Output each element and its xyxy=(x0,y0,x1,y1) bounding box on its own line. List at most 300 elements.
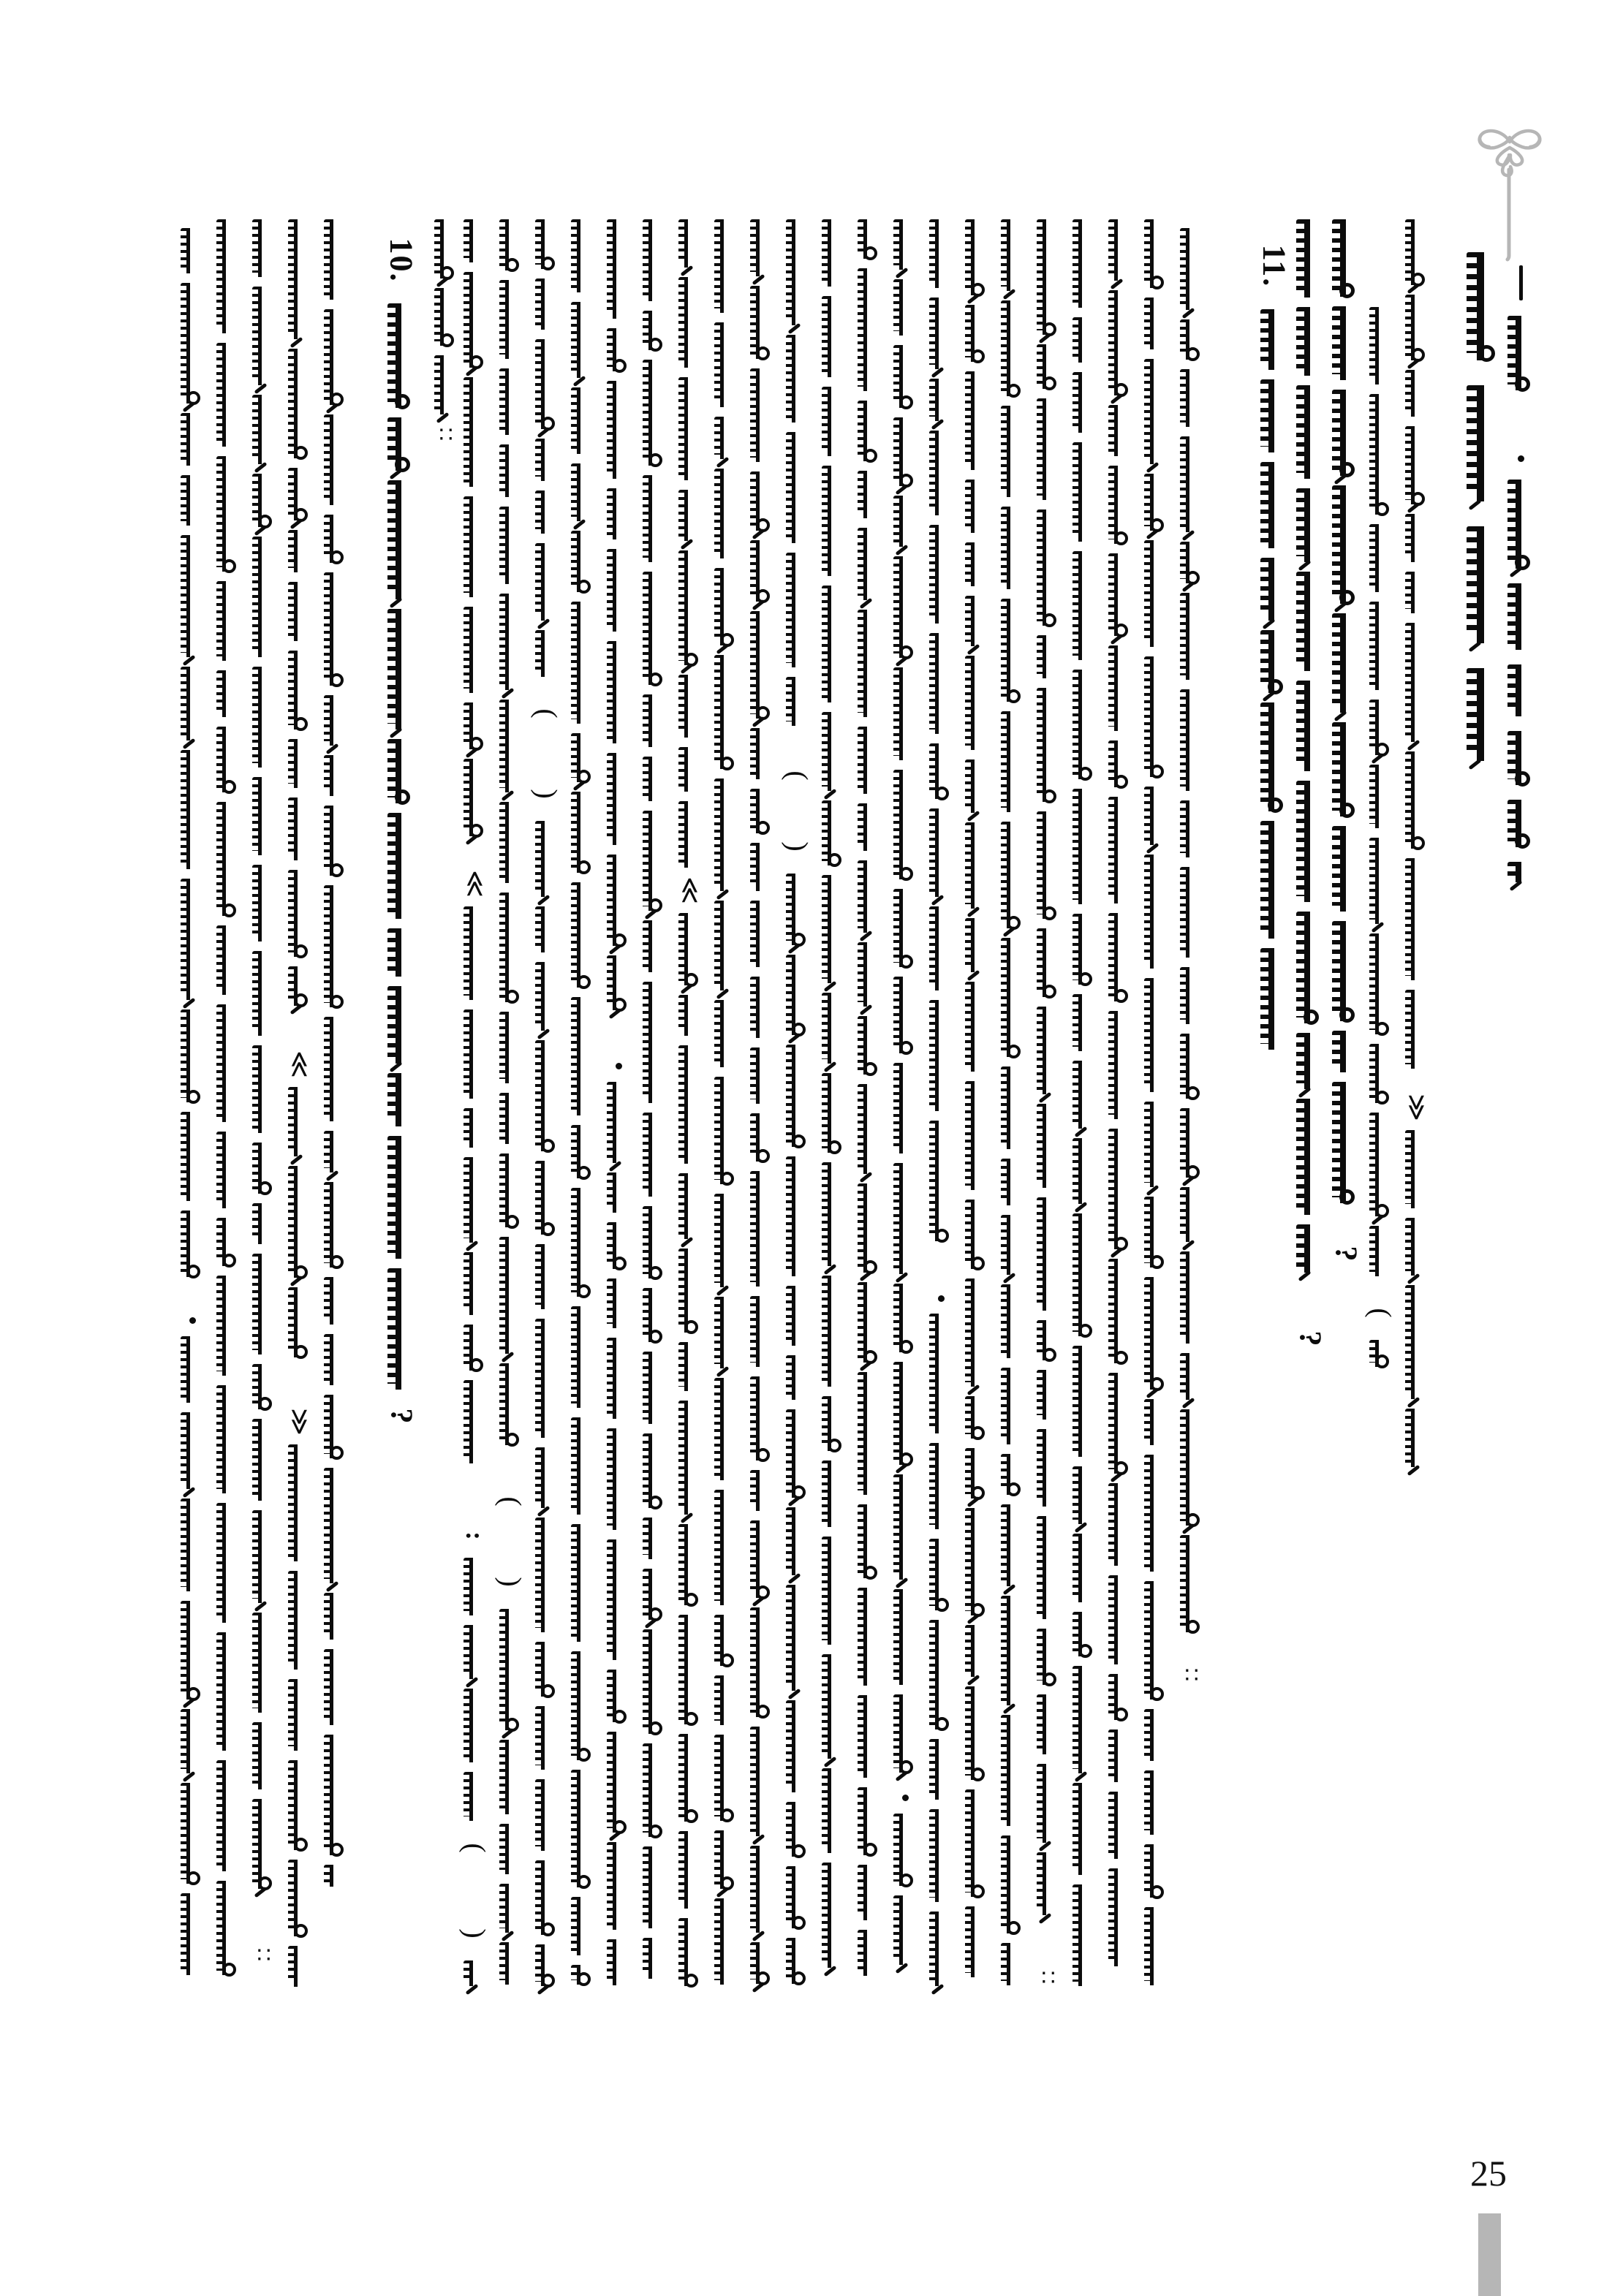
script-word xyxy=(181,1893,204,1975)
script-word xyxy=(1001,507,1024,589)
script-word xyxy=(858,1787,881,1855)
script-word xyxy=(499,1012,523,1083)
script-word xyxy=(1144,855,1168,969)
script-word xyxy=(858,1084,881,1174)
script-word xyxy=(464,1772,487,1821)
script-word xyxy=(387,480,414,599)
script-word xyxy=(893,1063,917,1153)
script-word xyxy=(1405,1409,1429,1467)
middle-dot xyxy=(189,1317,196,1324)
script-word xyxy=(1332,921,1358,1021)
script-word xyxy=(216,343,240,447)
script-word xyxy=(893,417,917,486)
script-word xyxy=(643,1113,666,1197)
script-word xyxy=(893,1474,917,1580)
spacer xyxy=(1048,1925,1049,1958)
script-word xyxy=(929,1000,953,1111)
script-word xyxy=(714,901,738,990)
script-word xyxy=(858,727,881,794)
script-word xyxy=(571,387,594,454)
script-word xyxy=(1260,702,1287,811)
script-word xyxy=(571,1188,594,1297)
script-word xyxy=(499,1942,523,1985)
script-word xyxy=(571,302,594,378)
script-word xyxy=(324,1395,347,1458)
script-word xyxy=(607,855,630,946)
script-word xyxy=(1144,219,1168,288)
spacer xyxy=(264,1898,265,1935)
script-word xyxy=(464,759,487,836)
script-word xyxy=(535,1161,559,1235)
script-word xyxy=(750,977,773,1038)
script-word xyxy=(1260,821,1287,939)
script-word xyxy=(678,1524,702,1605)
script-word xyxy=(464,1625,487,1679)
script-word xyxy=(387,417,414,471)
script-word xyxy=(1369,1340,1393,1367)
script-word xyxy=(324,1017,347,1121)
script-word xyxy=(1108,740,1132,787)
script-word xyxy=(288,219,311,339)
script-word xyxy=(499,1609,523,1730)
script-word xyxy=(750,471,773,531)
script-word xyxy=(822,875,845,983)
paren-mark: ( xyxy=(781,770,814,781)
script-word xyxy=(464,1960,487,1986)
script-word xyxy=(535,439,559,481)
script-word xyxy=(965,656,988,750)
script-word xyxy=(750,368,773,462)
script-word xyxy=(571,1524,594,1642)
script-word xyxy=(324,1277,347,1325)
script-word xyxy=(1507,731,1534,785)
script-word xyxy=(1072,219,1096,308)
script-word xyxy=(714,1378,738,1480)
middle-dot-mark xyxy=(189,1315,196,1327)
script-word xyxy=(571,1125,594,1178)
script-word xyxy=(535,279,559,330)
script-word xyxy=(858,1865,881,1920)
script-word xyxy=(216,1004,240,1122)
script-word xyxy=(786,1585,809,1691)
quote-mark: ≫ xyxy=(1402,1094,1431,1121)
script-word xyxy=(1037,635,1060,678)
script-word xyxy=(464,906,487,1000)
script-word xyxy=(714,1735,738,1821)
script-word xyxy=(1001,599,1024,702)
script-word xyxy=(1405,572,1429,613)
script-word xyxy=(464,702,487,749)
script-word xyxy=(786,432,809,543)
script-word xyxy=(216,1218,240,1266)
script-word xyxy=(786,1286,809,1346)
script-word xyxy=(714,568,738,645)
script-word xyxy=(181,1499,204,1591)
script-word xyxy=(252,1254,276,1355)
quote-mark: ≪ xyxy=(461,870,490,898)
script-word xyxy=(1108,1259,1132,1363)
script-word xyxy=(1260,462,1287,548)
script-word xyxy=(499,1824,523,1874)
script-word xyxy=(464,377,487,487)
script-word xyxy=(324,1182,347,1268)
script-word xyxy=(216,1632,240,1751)
script-word xyxy=(288,739,311,788)
script-word xyxy=(1144,1277,1168,1390)
script-word xyxy=(181,1112,204,1201)
script-word xyxy=(464,1558,487,1615)
script-word xyxy=(1144,656,1168,777)
script-word xyxy=(288,1287,311,1357)
paren-mark: ) xyxy=(458,1928,492,1939)
middle-dot-mark xyxy=(938,1292,945,1304)
script-word xyxy=(1108,1868,1132,1966)
script-word xyxy=(288,530,311,572)
script-word xyxy=(324,806,347,876)
script-word xyxy=(499,893,523,1002)
script-word xyxy=(1001,711,1024,812)
script-word xyxy=(499,802,523,883)
text-column-20 xyxy=(890,219,920,1993)
script-word xyxy=(499,368,523,435)
script-word xyxy=(858,610,881,717)
script-word xyxy=(571,997,594,1115)
script-word xyxy=(1037,1516,1060,1619)
script-word xyxy=(1180,319,1203,360)
script-word xyxy=(1144,1102,1168,1187)
script-word xyxy=(822,296,845,377)
script-word xyxy=(893,1814,917,1886)
script-word xyxy=(858,942,881,1007)
script-word xyxy=(1072,1783,1096,1875)
script-word xyxy=(1037,928,1060,997)
spacer xyxy=(905,1782,906,1783)
script-word xyxy=(571,1651,594,1760)
script-word xyxy=(535,1244,559,1309)
script-word xyxy=(252,1364,276,1409)
script-word xyxy=(643,360,666,466)
spacer xyxy=(941,1251,942,1283)
script-word xyxy=(607,641,630,743)
text-column-32 xyxy=(1366,307,1396,1374)
script-word xyxy=(1180,369,1203,427)
script-word xyxy=(1369,394,1393,515)
script-word xyxy=(1144,1709,1168,1761)
script-word xyxy=(324,885,347,1007)
script-word xyxy=(714,1615,738,1666)
script-word xyxy=(1369,1226,1393,1276)
script-word xyxy=(571,1965,594,1985)
script-word xyxy=(252,395,276,464)
script-word xyxy=(1405,1130,1429,1208)
script-word xyxy=(387,1136,414,1259)
script-word xyxy=(643,982,666,1103)
script-word xyxy=(643,1288,666,1342)
script-word xyxy=(678,377,702,480)
script-word xyxy=(822,1162,845,1266)
script-word xyxy=(464,1380,487,1463)
script-word xyxy=(607,753,630,845)
script-word xyxy=(252,1419,276,1501)
script-word xyxy=(252,219,276,277)
question-mark: ? xyxy=(384,1408,417,1424)
script-word xyxy=(1180,593,1203,680)
script-word xyxy=(181,228,204,273)
script-word xyxy=(607,219,630,319)
script-word xyxy=(607,1842,630,1930)
script-word xyxy=(499,280,523,359)
text-column-22 xyxy=(962,219,991,1993)
script-word xyxy=(499,700,523,792)
script-word xyxy=(1405,514,1429,562)
script-word xyxy=(1037,1764,1060,1843)
script-word xyxy=(252,667,276,768)
script-word xyxy=(1296,1033,1323,1089)
script-word xyxy=(607,1222,630,1269)
spacer xyxy=(511,1528,512,1555)
text-column-29 xyxy=(1256,232,1293,1078)
script-word xyxy=(216,670,240,717)
script-word xyxy=(750,1520,773,1598)
script-word xyxy=(1405,295,1429,360)
script-word xyxy=(965,982,988,1072)
script-word xyxy=(571,882,594,988)
script-word xyxy=(929,431,953,515)
script-word xyxy=(1144,1399,1168,1445)
script-word xyxy=(965,371,988,470)
script-word xyxy=(858,860,881,933)
script-word xyxy=(893,667,917,760)
section-end-mark: ∷ xyxy=(257,1943,271,1968)
script-word xyxy=(1144,359,1168,464)
item-number: 11. xyxy=(1256,244,1293,288)
script-word xyxy=(965,596,988,646)
script-word xyxy=(535,1860,559,1935)
page-number: 25 xyxy=(1470,2153,1507,2194)
script-word xyxy=(1037,1320,1060,1360)
script-word xyxy=(1001,1454,1024,1495)
script-word xyxy=(822,1276,845,1387)
script-word xyxy=(643,757,666,801)
script-word xyxy=(786,1938,809,1984)
script-word xyxy=(181,1783,204,1884)
script-word xyxy=(1001,1284,1024,1358)
script-word xyxy=(1001,1368,1024,1444)
script-word xyxy=(714,1830,738,1889)
script-word xyxy=(1072,442,1096,542)
script-word xyxy=(535,1642,559,1697)
text-column-8 xyxy=(458,219,492,1993)
script-word xyxy=(678,1249,702,1333)
script-word xyxy=(786,553,809,667)
script-word xyxy=(1369,602,1393,690)
script-word xyxy=(288,1571,311,1670)
script-word xyxy=(678,490,702,541)
item-number: 10. xyxy=(383,238,419,283)
script-word xyxy=(499,507,523,584)
script-word xyxy=(571,219,594,292)
script-word xyxy=(434,288,458,346)
script-word xyxy=(643,920,666,972)
script-word xyxy=(965,1508,988,1615)
script-word xyxy=(929,743,953,799)
script-word xyxy=(678,913,702,985)
script-word xyxy=(216,1276,240,1376)
script-word xyxy=(1144,1197,1168,1268)
script-word xyxy=(750,728,773,779)
script-word xyxy=(929,808,953,897)
script-word xyxy=(1332,390,1358,476)
script-word xyxy=(714,1194,738,1287)
script-word xyxy=(786,1866,809,1928)
script-word xyxy=(216,581,240,661)
script-word xyxy=(678,277,702,368)
script-word xyxy=(678,995,702,1036)
script-word xyxy=(643,811,666,911)
script-word xyxy=(750,1171,773,1287)
script-word xyxy=(1144,540,1168,647)
script-word xyxy=(1260,948,1287,1050)
script-word xyxy=(678,550,702,665)
quote-mark: ≪ xyxy=(285,1050,314,1078)
script-word xyxy=(1296,1224,1323,1273)
script-word xyxy=(929,906,953,990)
script-word xyxy=(499,1363,523,1445)
script-word xyxy=(1369,933,1393,1034)
spacer xyxy=(1345,1213,1346,1227)
script-word xyxy=(288,870,311,957)
script-word xyxy=(750,1846,773,1933)
script-word xyxy=(1037,1694,1060,1754)
script-word xyxy=(181,1009,204,1102)
text-column-1 xyxy=(178,228,207,1993)
script-word xyxy=(464,1689,487,1762)
script-word xyxy=(464,607,487,693)
script-word xyxy=(535,1040,559,1151)
script-word xyxy=(1108,1575,1132,1664)
script-word xyxy=(1144,1770,1168,1835)
script-word xyxy=(288,1679,311,1751)
script-word xyxy=(288,1166,311,1278)
script-word xyxy=(786,1802,809,1857)
script-word xyxy=(1072,1346,1096,1457)
script-word xyxy=(786,335,809,423)
script-word xyxy=(678,1615,702,1724)
script-word xyxy=(1037,811,1060,919)
script-word xyxy=(929,1121,953,1241)
script-word xyxy=(858,1372,881,1495)
script-word xyxy=(607,549,630,632)
script-word xyxy=(464,1157,487,1243)
script-word xyxy=(1369,700,1393,755)
script-word xyxy=(1072,789,1096,904)
script-word xyxy=(750,1376,773,1460)
script-word xyxy=(643,1352,666,1424)
script-word xyxy=(858,268,881,391)
script-word xyxy=(822,800,845,865)
script-word xyxy=(965,1625,988,1677)
text-column-4 xyxy=(285,219,314,1993)
middle-dot xyxy=(1518,455,1524,462)
script-word xyxy=(678,1342,702,1391)
script-word xyxy=(1405,426,1429,504)
section-end-mark: ∷ xyxy=(1041,1966,1056,1991)
script-word xyxy=(288,1444,311,1561)
text-column-7 xyxy=(431,219,461,452)
script-word xyxy=(1180,1251,1203,1344)
script-word xyxy=(858,401,881,461)
script-word xyxy=(643,475,666,562)
script-word xyxy=(714,1675,738,1725)
script-word xyxy=(464,272,487,368)
lead-dash xyxy=(1519,265,1523,300)
text-column-16 xyxy=(747,219,776,1993)
script-word xyxy=(252,1510,276,1603)
script-word xyxy=(643,311,666,350)
script-word xyxy=(1296,219,1323,298)
script-word xyxy=(929,1539,953,1610)
script-word xyxy=(1180,1409,1203,1526)
text-column-12 xyxy=(604,219,633,1993)
colon-mark: : xyxy=(461,1531,490,1540)
script-word xyxy=(1108,645,1132,731)
script-word xyxy=(929,1912,953,1986)
script-word xyxy=(1037,1007,1060,1094)
script-word xyxy=(893,889,917,967)
script-word xyxy=(643,1629,666,1734)
script-word xyxy=(535,1518,559,1632)
script-word xyxy=(252,287,276,385)
middle-dot xyxy=(616,1063,622,1069)
script-word xyxy=(678,1045,702,1164)
script-word xyxy=(499,594,523,690)
script-word xyxy=(1108,1729,1132,1782)
script-word xyxy=(535,219,559,269)
script-word xyxy=(1507,800,1534,847)
script-word xyxy=(181,750,204,869)
script-word xyxy=(252,1203,276,1244)
script-word xyxy=(1072,1061,1096,1129)
script-word xyxy=(464,1325,487,1371)
script-word xyxy=(607,1082,630,1163)
script-word xyxy=(858,471,881,518)
text-column-21 xyxy=(926,219,956,1993)
script-word xyxy=(324,572,347,686)
script-word xyxy=(965,1686,988,1780)
script-word xyxy=(464,1009,487,1099)
script-word xyxy=(535,821,559,897)
text-column-30 xyxy=(1295,219,1324,1361)
script-word xyxy=(1296,572,1323,671)
text-column-17 xyxy=(783,219,812,1993)
script-word xyxy=(643,1518,666,1559)
script-word xyxy=(786,1700,809,1792)
script-word xyxy=(678,219,702,268)
script-word xyxy=(643,219,666,301)
script-word xyxy=(714,1297,738,1368)
script-word xyxy=(786,1045,809,1147)
script-word xyxy=(1180,1353,1203,1400)
text-column-15 xyxy=(711,219,741,1993)
script-word xyxy=(643,1743,666,1837)
script-word xyxy=(1369,524,1393,592)
text-column-13 xyxy=(640,219,669,1993)
script-word xyxy=(1405,751,1429,849)
script-word xyxy=(1144,978,1168,1092)
script-word xyxy=(324,414,347,505)
script-word xyxy=(929,633,953,734)
script-word xyxy=(1507,583,1534,650)
